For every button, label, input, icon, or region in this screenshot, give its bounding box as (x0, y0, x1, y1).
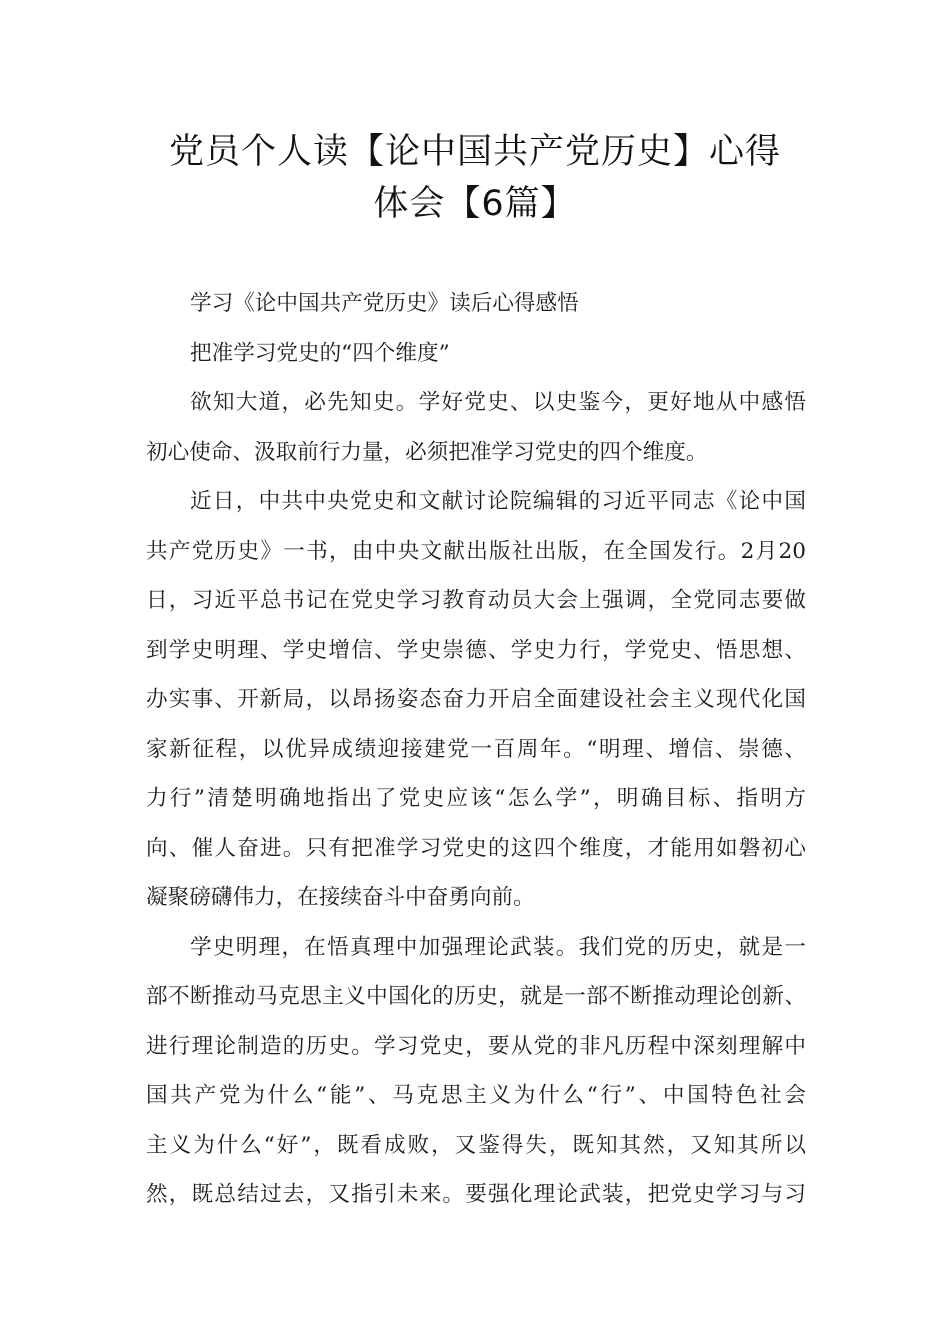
text-line: 到学史明理、学史增信、学史崇德、学史力行，学党史、悟思想、 (146, 637, 806, 663)
document-title-line-1: 党员个人读【论中国共产党历史】心得 (168, 132, 781, 172)
text-line: 力行”清楚明确地指出了党史应该“怎么学”，明确目标、指明方 (146, 786, 806, 811)
text-line: 欲知大道，必先知史。学好党史、以史鉴今，更好地从中感悟 (190, 390, 806, 415)
text-line: 主义为什么“好”，既看成败，又鉴得失，既知其然，又知其所以 (146, 1132, 806, 1158)
text-line: 日，习近平总书记在党史学习教育动员大会上强调，全党同志要做 (146, 588, 806, 613)
text-line: 国共产党为什么“能”、马克思主义为什么“行”、中国特色社会 (146, 1083, 806, 1108)
text-line: 把准学习党史的“四个维度” (190, 340, 450, 366)
text-line: 办实事、开新局，以昂扬姿态奋力开启全面建设社会主义现代化国 (146, 687, 806, 712)
text-line: 部不断推动马克思主义中国化的历史，就是一部不断推动理论创新、 (146, 984, 806, 1009)
text-line: 学史明理，在悟真理中加强理论武装。我们党的历史，就是一 (190, 934, 806, 960)
text-line: 学习《论中国共产党历史》读后心得感悟 (190, 291, 579, 316)
text-line: 共产党历史》一书，由中央文献出版社出版，在全国发行。2月20 (146, 538, 806, 564)
text-line: 凝聚磅礴伟力，在接续奋斗中奋勇向前。 (146, 885, 535, 910)
text-line: 初心使命、汲取前行力量，必须把准学习党史的四个维度。 (146, 439, 708, 465)
text-line: 然，既总结过去，又指引未来。要强化理论武装，把党史学习与习 (146, 1182, 806, 1207)
text-line: 近日，中共中央党史和文献讨论院编辑的习近平同志《论中国 (190, 489, 806, 514)
document-title-line-2: 体会【6篇】 (373, 184, 577, 224)
text-line: 进行理论制造的历史。学习党史，要从党的非凡历程中深刻理解中 (146, 1033, 806, 1059)
text-line: 家新征程，以优异成绩迎接建党一百周年。“明理、增信、崇德、 (146, 736, 806, 762)
text-line: 向、催人奋进。只有把准学习党史的这四个维度，才能用如磐初心 (146, 835, 806, 861)
document-body (146, 279, 806, 1220)
